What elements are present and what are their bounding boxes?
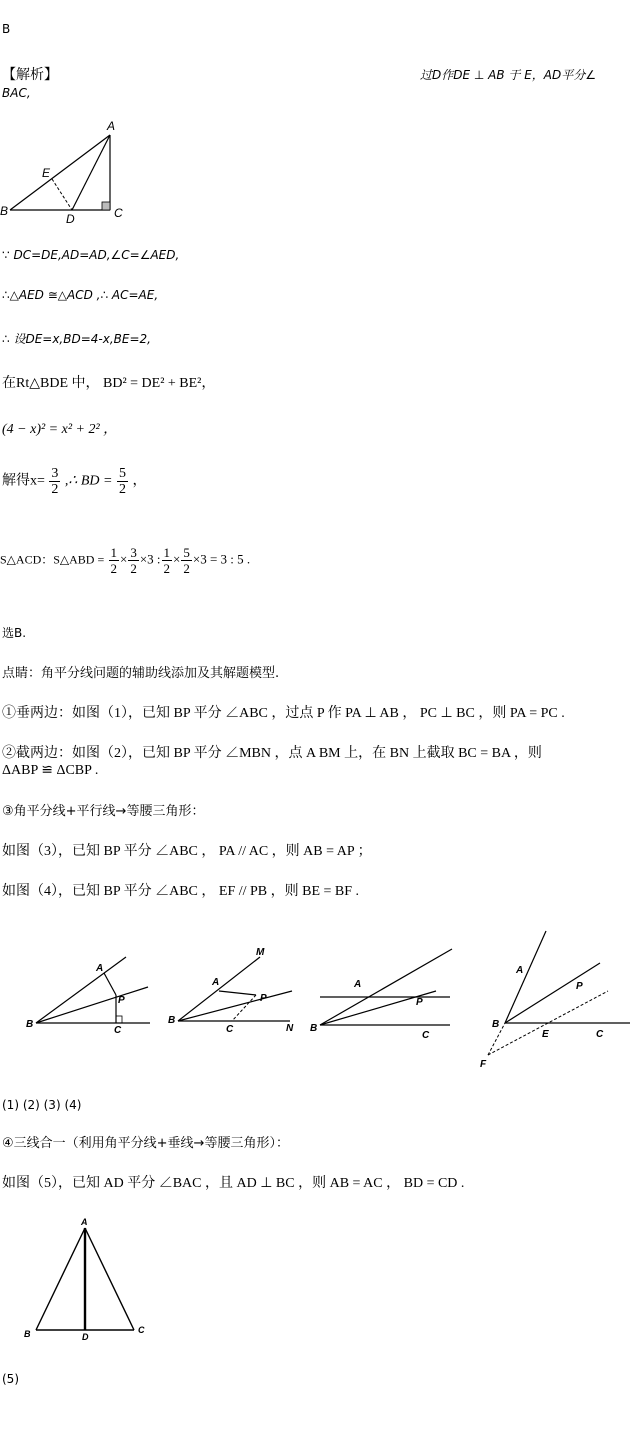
fraction-numerator: 5	[118, 466, 126, 481]
fig3-label-p: P	[416, 997, 423, 1008]
fig3-label-a: A	[354, 979, 362, 990]
fig4-label-e: E	[542, 1029, 549, 1040]
angle-bisector-figures	[0, 925, 630, 1075]
fig3-label-b: B	[310, 1023, 318, 1034]
fraction	[109, 545, 120, 576]
right-angle-mark	[102, 202, 110, 210]
fig1-label-a: A	[96, 963, 104, 974]
analysis-intro: 过D作DE ⊥ AB 于 E，AD平分∠	[420, 68, 597, 82]
fig2-label-b: B	[168, 1015, 176, 1026]
step-7	[0, 545, 250, 576]
step-7-prefix: S△ACD：S△ABD =	[0, 552, 105, 567]
fig5-label-a: A	[81, 1217, 88, 1227]
fig3-label-c: C	[422, 1030, 430, 1041]
fraction-denominator: 2	[51, 482, 59, 497]
fraction-numerator: 3	[51, 466, 59, 481]
step-3: ∴ 设DE=x,BD=4-x,BE=2,	[2, 332, 151, 346]
fig2-label-m: M	[256, 947, 265, 958]
choose-answer: 选B.	[2, 626, 27, 640]
fraction-five-halves	[117, 466, 128, 497]
step-6-mid: ,∴ BD =	[64, 473, 113, 489]
step-4: 在Rt△BDE 中， BD² = DE² + BE²，	[2, 376, 216, 391]
label-a: A	[107, 119, 116, 133]
figure-1	[26, 957, 150, 1036]
fraction-denominator: 2	[110, 561, 117, 576]
step-7-text: ×3 = 3 : 5 .	[192, 551, 251, 567]
rule-2-line-1: ②截两边：如图（2），已知 BP 平分 ∠MBN ，点 A BM 上，在 BN 上截取 BC = BA ，则	[2, 746, 542, 761]
fig4-label-c: C	[596, 1029, 604, 1040]
fig4-label-b: B	[492, 1019, 500, 1030]
step-6	[2, 466, 146, 497]
segment-ab	[10, 135, 110, 210]
fraction-denominator: 2	[183, 561, 190, 576]
fig2-label-c: C	[226, 1024, 234, 1035]
step-7-text: ×3 :	[139, 551, 161, 567]
rule-4-title: ④三线合一（利用角平分线+垂线→等腰三角形）：	[2, 1136, 289, 1151]
fig5-label-c: C	[138, 1325, 145, 1335]
label-c: C	[114, 206, 123, 220]
label-b: B	[0, 204, 9, 218]
times-sign: ×	[120, 551, 128, 567]
rule-1: ①垂两边：如图（1），已知 BP 平分 ∠ABC ，过点 P 作 PA ⊥ AB ， PC ⊥ BC ，则 PA = PC .	[2, 706, 565, 721]
fig5-label-d: D	[82, 1332, 89, 1340]
times-sign: ×	[173, 551, 181, 567]
rule-2-line-2: ΔABP ≌ ΔCBP .	[2, 763, 99, 778]
fig4-label-a: A	[516, 965, 524, 976]
fraction	[181, 545, 192, 576]
step-2: ∴△AED ≅△ACD ,∴ AC=AE,	[2, 288, 159, 302]
fraction-three-halves	[49, 466, 60, 497]
analysis-label: 【解析】	[2, 67, 58, 83]
rule-3-title: ③角平分线+平行线→等腰三角形：	[2, 804, 205, 819]
fraction-denominator: 2	[163, 561, 171, 576]
fig1-label-p: P	[118, 995, 125, 1006]
fraction-denominator: 2	[130, 561, 137, 576]
answer-letter: B	[2, 22, 11, 36]
figure-2	[168, 947, 294, 1035]
figure-5-caption: (5)	[2, 1372, 19, 1386]
step-6-suffix: ，	[132, 473, 147, 489]
fraction	[162, 545, 173, 576]
fig4-label-f: F	[480, 1059, 487, 1070]
analysis-intro-cont: BAC,	[2, 86, 31, 100]
fraction-numerator: 1	[163, 545, 171, 560]
fraction	[128, 545, 139, 576]
fig5-label-b: B	[24, 1329, 31, 1339]
tip-text: 点睛：角平分线问题的辅助线添加及其解题模型.	[2, 666, 280, 681]
fig4-label-p: P	[576, 981, 583, 992]
segment-de-dashed	[52, 179, 72, 210]
figure-5	[0, 1210, 160, 1340]
fraction-numerator: 3	[130, 545, 137, 560]
segment-ad	[72, 135, 110, 210]
fig1-label-c: C	[114, 1025, 122, 1036]
figure-labels: (1) (2) (3) (4)	[2, 1098, 82, 1112]
fig2-label-n: N	[286, 1023, 294, 1034]
label-d: D	[66, 212, 75, 226]
fraction-denominator: 2	[118, 482, 126, 497]
step-1: ∵ DC=DE,AD=AD,∠C=∠AED,	[2, 248, 180, 262]
rule-3-line-2: 如图（4），已知 BP 平分 ∠ABC ， EF // PB ，则 BE = BF .	[2, 884, 360, 899]
triangle-figure	[0, 115, 135, 230]
fig1-label-b: B	[26, 1019, 34, 1030]
figure-4	[480, 931, 630, 1070]
rule-3-line-1: 如图（3），已知 BP 平分 ∠ABC ， PA // AC ，则 AB = AP ；	[2, 844, 372, 859]
label-e: E	[42, 166, 51, 180]
step-5: (4 − x)² = x² + 2² ，	[2, 422, 118, 437]
rule-4: 如图（5），已知 AD 平分 ∠BAC ，且 AD ⊥ BC ，则 AB = AC ， BD = CD .	[2, 1176, 465, 1191]
fig2-label-a: A	[212, 977, 220, 988]
fig2-label-p: P	[260, 993, 267, 1004]
step-6-prefix: 解得x=	[2, 473, 45, 489]
figure-3	[310, 949, 452, 1041]
fraction-numerator: 5	[183, 545, 190, 560]
fraction-numerator: 1	[110, 545, 117, 560]
